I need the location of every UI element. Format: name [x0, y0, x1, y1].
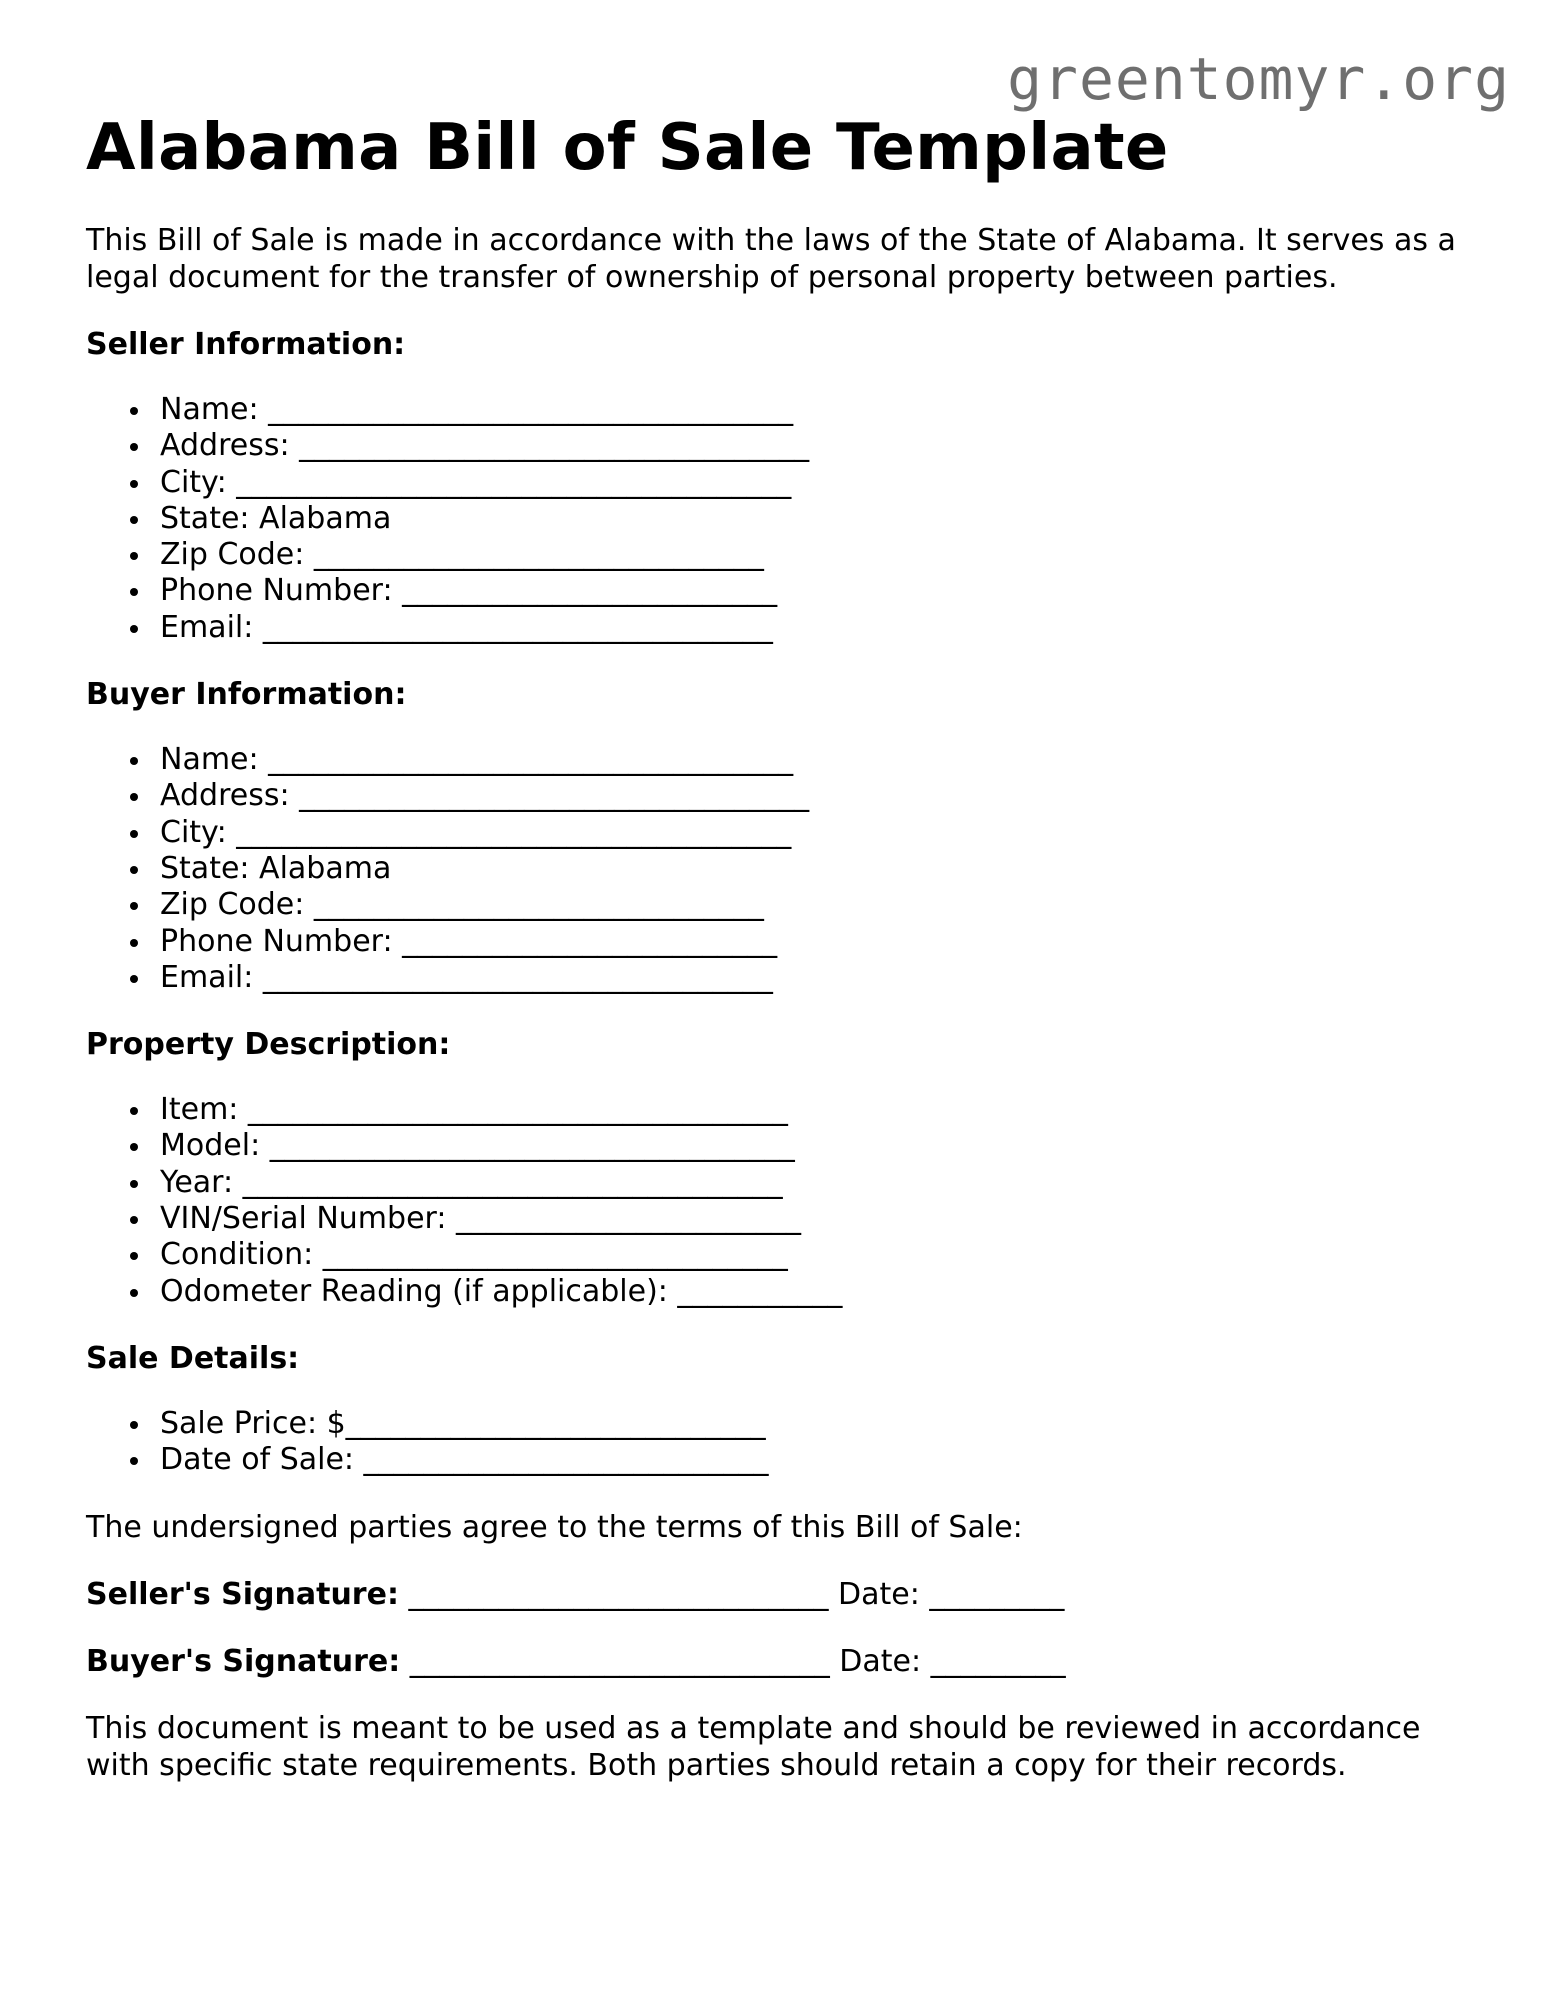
buyer-city-field[interactable]: City: _____________________________________ [160, 815, 1476, 851]
seller-state-field: State: Alabama [160, 501, 1476, 537]
page-title: Alabama Bill of Sale Template [86, 111, 1169, 185]
seller-phone-field[interactable]: Phone Number: _________________________ [160, 573, 1476, 609]
seller-field-list [86, 392, 1476, 646]
buyer-signature-line[interactable]: ____________________________ Date: _________ [409, 1643, 1066, 1679]
seller-section-heading: Seller Information: [86, 327, 406, 362]
property-year-field[interactable]: Year: ____________________________________ [160, 1165, 1476, 1201]
property-field-list [86, 1092, 1476, 1310]
watermark: greentomyr.org [1007, 45, 1510, 113]
agreement-statement: The undersigned parties agree to the terms of this Bill of Sale: [86, 1509, 1023, 1545]
buyer-address-field[interactable]: Address: __________________________________ [160, 778, 1476, 814]
seller-name-field[interactable]: Name: ___________________________________ [160, 392, 1476, 428]
buyer-phone-field[interactable]: Phone Number: _________________________ [160, 924, 1476, 960]
buyer-field-list [86, 742, 1476, 996]
sale-field-list [86, 1406, 1476, 1479]
property-condition-field[interactable]: Condition: _______________________________ [160, 1237, 1476, 1273]
property-item-field[interactable]: Item: ____________________________________ [160, 1092, 1476, 1128]
property-model-field[interactable]: Model: ___________________________________ [160, 1128, 1476, 1164]
sale-price-field[interactable]: Sale Price: $____________________________ [160, 1406, 1476, 1442]
seller-signature-row[interactable] [86, 1576, 1476, 1613]
property-section-heading: Property Description: [86, 1027, 451, 1063]
seller-email-field[interactable]: Email: __________________________________ [160, 610, 1476, 646]
seller-zip-field[interactable]: Zip Code: ______________________________ [160, 537, 1476, 573]
property-vin-field[interactable]: VIN/Serial Number: _______________________ [160, 1201, 1476, 1237]
seller-signature-label: Seller's Signature: [86, 1576, 399, 1612]
buyer-section-heading: Buyer Information: [86, 677, 407, 713]
sale-date-field[interactable]: Date of Sale: ___________________________ [160, 1442, 1476, 1478]
buyer-name-field[interactable]: Name: ___________________________________ [160, 742, 1476, 778]
seller-address-field[interactable]: Address: __________________________________ [160, 428, 1476, 464]
buyer-zip-field[interactable]: Zip Code: ______________________________ [160, 887, 1476, 923]
intro-paragraph: This Bill of Sale is made in accordance with the laws of the State of Alabama. It serves as a legal document for the transfer of ownership of personal property between parties. [86, 223, 1456, 295]
closing-note: This document is meant to be used as a template and should be reviewed in accordance with specific state requirements. Both parties should retain a copy for their records. [86, 1710, 1421, 1783]
seller-city-field[interactable]: City: _____________________________________ [160, 465, 1476, 501]
buyer-email-field[interactable]: Email: __________________________________ [160, 960, 1476, 996]
document [86, 108, 1476, 1784]
buyer-signature-row[interactable] [86, 1643, 1476, 1680]
seller-signature-line[interactable]: ____________________________ Date: _________ [408, 1576, 1065, 1612]
buyer-state-field: State: Alabama [160, 851, 1476, 887]
buyer-signature-label: Buyer's Signature: [86, 1643, 401, 1679]
sale-section-heading: Sale Details: [86, 1340, 300, 1376]
property-odometer-field[interactable]: Odometer Reading (if applicable): ___________ [160, 1274, 1476, 1310]
